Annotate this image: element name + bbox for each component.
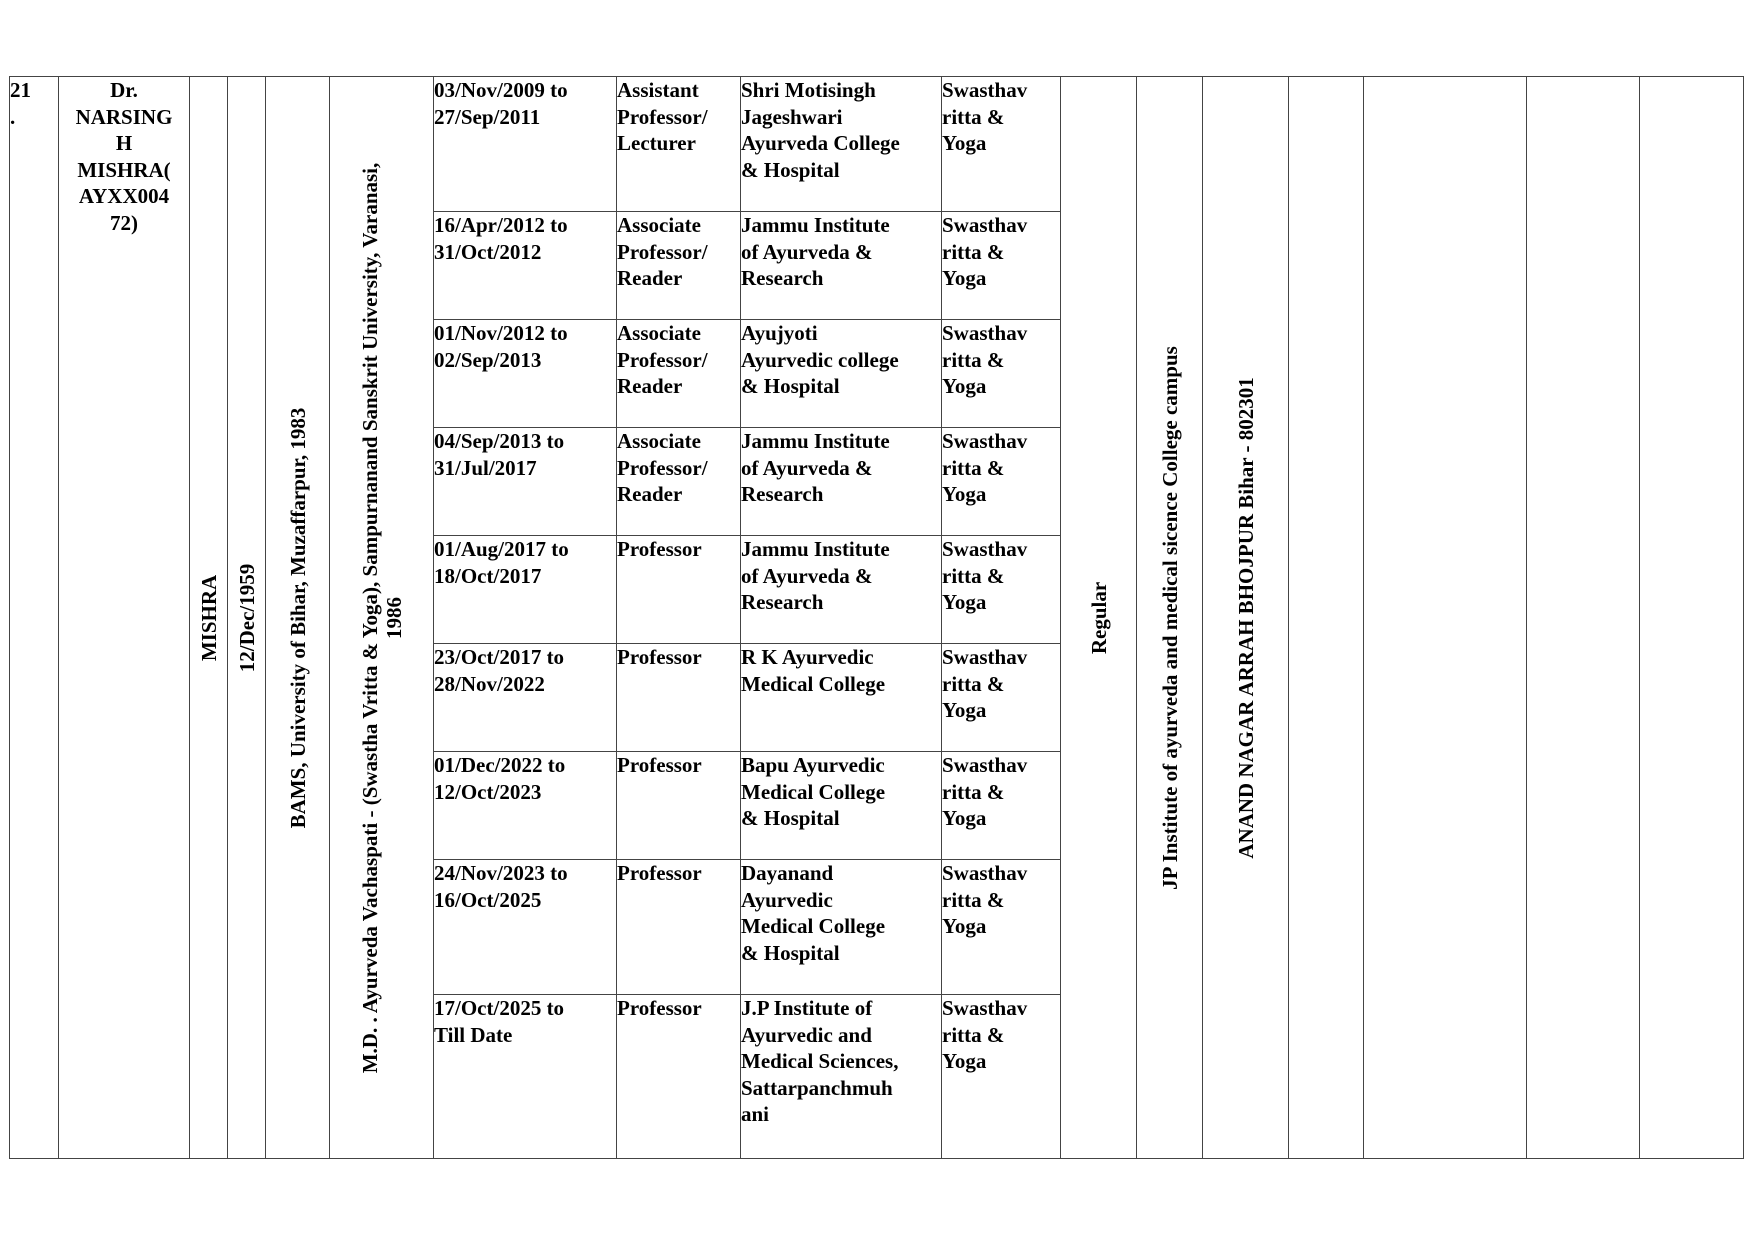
- designation-line: Associate: [617, 321, 701, 345]
- pg-qualification-line: M.D. . Ayurveda Vachaspati - (Swastha Vritta & Yoga), Sampurnanand Sanskrit University, Varanasi,: [357, 162, 382, 1073]
- institute-line: & Hospital: [741, 806, 840, 830]
- institute-cell: [741, 644, 942, 752]
- period-cell: [434, 212, 617, 320]
- institute-line: Sattarpanchmuh: [741, 1075, 893, 1100]
- department-cell: [942, 77, 1061, 212]
- period-to: 02/Sep/2013: [434, 347, 542, 372]
- period-cell: [434, 995, 617, 1159]
- institute-cell: [741, 77, 942, 212]
- period-cell: [434, 536, 617, 644]
- appointment-type-cell: [1061, 77, 1137, 1159]
- institute-line: Research: [741, 482, 824, 506]
- designation-line: Professor: [617, 645, 702, 669]
- date-of-birth: 12/Dec/1959: [234, 563, 259, 672]
- period-cell: [434, 77, 617, 212]
- institute-line: Jammu Institute: [741, 213, 890, 237]
- ug-qualification: BAMS, University of Bihar, Muzaffarpur, 1983: [285, 407, 310, 828]
- empty-cell: [1640, 77, 1744, 1159]
- department-cell: [942, 644, 1061, 752]
- department-line: ritta &: [942, 239, 1005, 264]
- table-row: [10, 77, 1744, 212]
- empty-cell: [1527, 77, 1640, 1159]
- department-cell: [942, 752, 1061, 860]
- department-cell: [942, 428, 1061, 536]
- period-to: 12/Oct/2023: [434, 779, 542, 804]
- designation-cell: [617, 428, 741, 536]
- department-line: Swasthav: [942, 645, 1028, 669]
- department-line: Swasthav: [942, 78, 1028, 102]
- department-cell: [942, 212, 1061, 320]
- designation-line: Associate: [617, 429, 701, 453]
- department-line: Swasthav: [942, 537, 1028, 561]
- designation-cell: [617, 644, 741, 752]
- designation-line: Professor/: [617, 104, 708, 129]
- institute-line: Medical Sciences,: [741, 1049, 899, 1073]
- department-cell: [942, 536, 1061, 644]
- institute-line: Jammu Institute: [741, 537, 890, 561]
- faculty-name-line: 72): [110, 210, 138, 235]
- designation-line: Professor/: [617, 347, 708, 372]
- department-line: Yoga: [942, 698, 987, 722]
- serial-suffix: .: [10, 104, 16, 129]
- serial-number-cell: [10, 77, 59, 1159]
- designation-line: Assistant: [617, 78, 699, 102]
- department-line: Swasthav: [942, 861, 1028, 885]
- institute-line: Ayujyoti: [741, 321, 818, 345]
- institute-line: of Ayurveda &: [741, 455, 873, 480]
- college-address: ANAND NAGAR ARRAH BHOJPUR Bihar - 802301: [1233, 376, 1258, 859]
- period-to: 31/Jul/2017: [434, 455, 537, 480]
- institute-cell: [741, 536, 942, 644]
- surname: MISHRA: [196, 574, 221, 661]
- department-line: Yoga: [942, 131, 987, 155]
- period-from: 24/Nov/2023 to: [434, 861, 568, 885]
- institute-line: of Ayurveda &: [741, 239, 873, 264]
- pg-qualification-line: 1986: [381, 596, 406, 639]
- institute-line: Ayurvedic college: [741, 347, 899, 372]
- period-to: 28/Nov/2022: [434, 671, 545, 696]
- faculty-name-line: NARSING: [75, 104, 173, 129]
- department-line: Yoga: [942, 590, 987, 614]
- serial-number: 21: [10, 78, 31, 102]
- department-line: Yoga: [942, 914, 987, 938]
- institute-line: Bapu Ayurvedic: [741, 753, 885, 777]
- designation-cell: [617, 752, 741, 860]
- period-to: 27/Sep/2011: [434, 104, 541, 129]
- designation-line: Professor: [617, 753, 702, 777]
- period-from: 01/Nov/2012 to: [434, 321, 568, 345]
- empty-cell: [1364, 77, 1527, 1159]
- faculty-name-line: H: [115, 131, 133, 155]
- period-from: 17/Oct/2025 to: [434, 996, 565, 1020]
- designation-line: Associate: [617, 213, 701, 237]
- designation-cell: [617, 320, 741, 428]
- designation-line: Reader: [617, 266, 683, 290]
- period-to: 18/Oct/2017: [434, 563, 542, 588]
- designation-line: Professor: [617, 537, 702, 561]
- department-line: ritta &: [942, 887, 1005, 912]
- college-name: JP Institute of ayurveda and medical sicence College campus: [1157, 345, 1182, 890]
- department-line: Swasthav: [942, 213, 1028, 237]
- department-line: ritta &: [942, 104, 1005, 129]
- period-cell: [434, 320, 617, 428]
- institute-cell: [741, 212, 942, 320]
- ug-qualification-cell: [266, 77, 330, 1159]
- appointment-type: Regular: [1086, 581, 1111, 654]
- institute-cell: [741, 428, 942, 536]
- period-to: 16/Oct/2025: [434, 887, 542, 912]
- department-line: ritta &: [942, 779, 1005, 804]
- empty-cell: [1289, 77, 1364, 1159]
- department-line: ritta &: [942, 347, 1005, 372]
- period-from: 23/Oct/2017 to: [434, 645, 565, 669]
- department-line: Yoga: [942, 1049, 987, 1073]
- period-to: Till Date: [434, 1022, 513, 1047]
- institute-line: ani: [741, 1102, 770, 1126]
- department-line: Yoga: [942, 482, 987, 506]
- institute-line: & Hospital: [741, 157, 840, 182]
- faculty-name-line: Dr.: [110, 78, 138, 102]
- period-from: 16/Apr/2012 to: [434, 213, 568, 237]
- period-cell: [434, 860, 617, 995]
- institute-line: Research: [741, 266, 824, 290]
- dob-cell: [228, 77, 266, 1159]
- department-line: Swasthav: [942, 429, 1028, 453]
- institute-line: Ayurvedic and: [741, 1022, 872, 1047]
- department-line: Swasthav: [942, 753, 1028, 777]
- designation-line: Reader: [617, 374, 683, 398]
- department-line: ritta &: [942, 455, 1005, 480]
- designation-line: Professor: [617, 861, 702, 885]
- pg-qualification-cell: [330, 77, 434, 1159]
- institute-line: Ayurveda College: [741, 131, 900, 155]
- institute-cell: [741, 995, 942, 1159]
- department-line: Swasthav: [942, 996, 1028, 1020]
- department-cell: [942, 860, 1061, 995]
- address-cell: [1203, 77, 1289, 1159]
- faculty-name-line: MISHRA(: [77, 157, 171, 182]
- designation-line: Professor/: [617, 239, 708, 264]
- period-from: 04/Sep/2013 to: [434, 429, 565, 453]
- department-cell: [942, 995, 1061, 1159]
- department-cell: [942, 320, 1061, 428]
- institute-line: R K Ayurvedic: [741, 645, 874, 669]
- institute-line: Dayanand: [741, 861, 834, 885]
- institute-line: Medical College: [741, 671, 886, 696]
- department-line: Swasthav: [942, 321, 1028, 345]
- department-line: ritta &: [942, 563, 1005, 588]
- department-line: Yoga: [942, 266, 987, 290]
- designation-cell: [617, 995, 741, 1159]
- period-to: 31/Oct/2012: [434, 239, 542, 264]
- college-cell: [1137, 77, 1203, 1159]
- faculty-name-cell: [59, 77, 190, 1159]
- designation-cell: [617, 860, 741, 995]
- designation-cell: [617, 536, 741, 644]
- institute-line: Medical College: [741, 779, 886, 804]
- period-from: 03/Nov/2009 to: [434, 78, 568, 102]
- institute-line: Ayurvedic: [741, 887, 833, 912]
- faculty-table: [9, 76, 1744, 1159]
- institute-line: & Hospital: [741, 374, 840, 398]
- pg-qualification: [358, 162, 406, 1073]
- designation-cell: [617, 212, 741, 320]
- institute-line: J.P Institute of: [741, 996, 873, 1020]
- institute-line: Research: [741, 590, 824, 614]
- designation-line: Lecturer: [617, 131, 696, 155]
- designation-line: Reader: [617, 482, 683, 506]
- institute-line: Jammu Institute: [741, 429, 890, 453]
- period-cell: [434, 644, 617, 752]
- period-from: 01/Dec/2022 to: [434, 753, 566, 777]
- designation-cell: [617, 77, 741, 212]
- department-line: Yoga: [942, 374, 987, 398]
- institute-line: Jageshwari: [741, 104, 843, 129]
- designation-line: Professor: [617, 996, 702, 1020]
- department-line: ritta &: [942, 1022, 1005, 1047]
- designation-line: Professor/: [617, 455, 708, 480]
- institute-cell: [741, 860, 942, 995]
- period-cell: [434, 428, 617, 536]
- institute-line: of Ayurveda &: [741, 563, 873, 588]
- period-cell: [434, 752, 617, 860]
- institute-cell: [741, 320, 942, 428]
- department-line: ritta &: [942, 671, 1005, 696]
- period-from: 01/Aug/2017 to: [434, 537, 569, 561]
- institute-line: Medical College: [741, 914, 886, 938]
- surname-cell: [190, 77, 228, 1159]
- department-line: Yoga: [942, 806, 987, 830]
- faculty-name-line: AYXX004: [78, 184, 170, 208]
- institute-line: Shri Motisingh: [741, 78, 876, 102]
- institute-cell: [741, 752, 942, 860]
- institute-line: & Hospital: [741, 940, 840, 965]
